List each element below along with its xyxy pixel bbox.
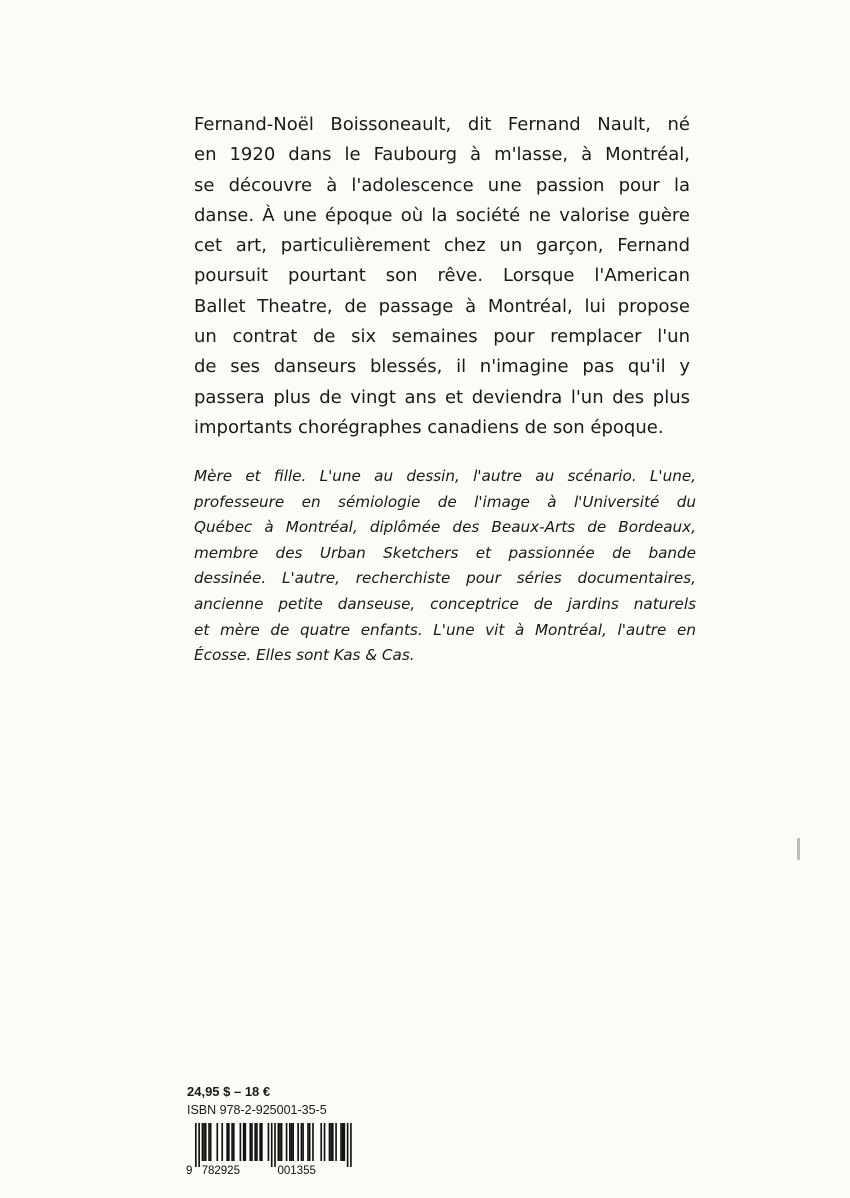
synopsis-line: Fernand-Noël Boissoneault, dit Fernand Nault, né — [194, 114, 690, 135]
barcode-bar — [240, 1123, 242, 1161]
barcode-bar — [198, 1123, 200, 1167]
barcode-bar — [330, 1123, 332, 1161]
authors-bio-line: Écosse. Elles sont Kas & Cas. — [194, 646, 415, 665]
barcode-bar — [228, 1123, 230, 1161]
barcode-bar — [312, 1123, 314, 1161]
barcode-digits-left: 782925 — [201, 1165, 240, 1175]
barcode-bar — [340, 1123, 342, 1161]
barcode-bar — [233, 1123, 235, 1161]
authors-bio-line: et mère de quatre enfants. L'une vit à Montréal, l'autre en — [194, 620, 696, 639]
authors-bio — [194, 464, 696, 669]
barcode-bar — [195, 1123, 197, 1167]
synopsis-line: importants chorégraphes canadiens de son époque. — [194, 416, 664, 438]
barcode-bar — [210, 1123, 212, 1161]
barcode-digits-right: 001355 — [277, 1165, 316, 1175]
barcode-bar — [216, 1123, 218, 1161]
synopsis-line: passera plus de vingt ans et deviendra l'un des plus — [194, 386, 690, 408]
barcode-bar — [286, 1123, 288, 1161]
barcode-bar — [350, 1123, 352, 1167]
synopsis-line: poursuit pourtant son rêve. Lorsque l'American — [194, 265, 690, 287]
barcode-bar — [281, 1123, 283, 1161]
authors-bio-line: Mère et fille. L'une au dessin, l'autre au scénario. L'une, — [194, 467, 696, 485]
barcode-bar — [292, 1123, 294, 1161]
barcode-bar — [245, 1123, 247, 1161]
barcode-bar — [301, 1123, 303, 1161]
synopsis-line: un contrat de six semaines pour remplacer l'un — [194, 326, 690, 348]
barcode-bar — [268, 1123, 270, 1161]
barcode-bar — [278, 1123, 280, 1161]
barcode-bar — [256, 1123, 258, 1161]
barcode-bar — [320, 1123, 322, 1161]
synopsis-line: de ses danseurs blessés, il n'imagine pas qu'il y — [194, 356, 690, 378]
authors-bio-line: dessinée. L'autre, recherchiste pour séries documentaires, — [194, 569, 696, 588]
isbn-barcode — [183, 1123, 363, 1175]
barcode-bar — [279, 1123, 281, 1161]
barcode-graphic — [183, 1123, 363, 1175]
barcode-bar — [344, 1123, 346, 1161]
barcode-bar — [309, 1123, 311, 1161]
barcode-bar — [329, 1123, 331, 1161]
barcode-bar — [291, 1123, 293, 1161]
synopsis-line: se découvre à l'adolescence une passion pour la — [194, 174, 690, 196]
barcode-bar — [342, 1123, 344, 1161]
barcode-bar — [202, 1123, 204, 1161]
barcode-bar — [307, 1123, 309, 1161]
barcode-bar — [274, 1123, 276, 1167]
synopsis-line: en 1920 dans le Faubourg à m'lasse, à Montréal, — [194, 144, 690, 166]
barcode-bar — [302, 1123, 304, 1161]
barcode-bar — [261, 1123, 263, 1161]
barcode-bar — [259, 1123, 261, 1161]
back-cover-synopsis — [194, 110, 690, 443]
barcode-bar — [208, 1123, 210, 1161]
barcode-bar — [271, 1123, 273, 1167]
barcode-bar — [332, 1123, 334, 1161]
barcode-bar — [249, 1123, 251, 1161]
barcode-bar — [347, 1123, 349, 1167]
price-label: 24,95 $ – 18 € — [187, 1084, 271, 1099]
barcode-bar — [297, 1123, 299, 1161]
authors-bio-line: ancienne petite danseuse, conceptrice de jardins naturels — [194, 594, 696, 613]
barcode-bar — [289, 1123, 291, 1161]
barcode-bar — [251, 1123, 253, 1161]
paper-mark — [797, 838, 800, 860]
barcode-bar — [221, 1123, 223, 1161]
isbn-label: ISBN 978-2-925001-35-5 — [187, 1103, 327, 1117]
barcode-bar — [203, 1123, 205, 1161]
barcode-bar — [243, 1123, 245, 1161]
barcode-bar — [231, 1123, 233, 1161]
barcode-bar — [335, 1123, 337, 1161]
authors-bio-line: professeure en sémiologie de l'image à l'Université du — [194, 492, 696, 511]
synopsis-line: cet art, particulièrement chez un garçon, Fernand — [194, 235, 690, 257]
barcode-bar — [324, 1123, 326, 1161]
barcode-bar — [254, 1123, 256, 1161]
authors-bio-line: Québec à Montréal, diplômée des Beaux-Arts de Bordeaux, — [194, 518, 696, 537]
synopsis-line: Ballet Theatre, de passage à Montréal, lui propose — [194, 295, 690, 317]
authors-bio-line: membre des Urban Sketchers et passionnée de bande — [194, 543, 696, 562]
barcode-digit-first: 9 — [186, 1165, 193, 1175]
synopsis-line: danse. À une époque où la société ne valorise guère — [194, 204, 690, 226]
barcode-bar — [226, 1123, 228, 1161]
barcode-bar — [205, 1123, 207, 1161]
